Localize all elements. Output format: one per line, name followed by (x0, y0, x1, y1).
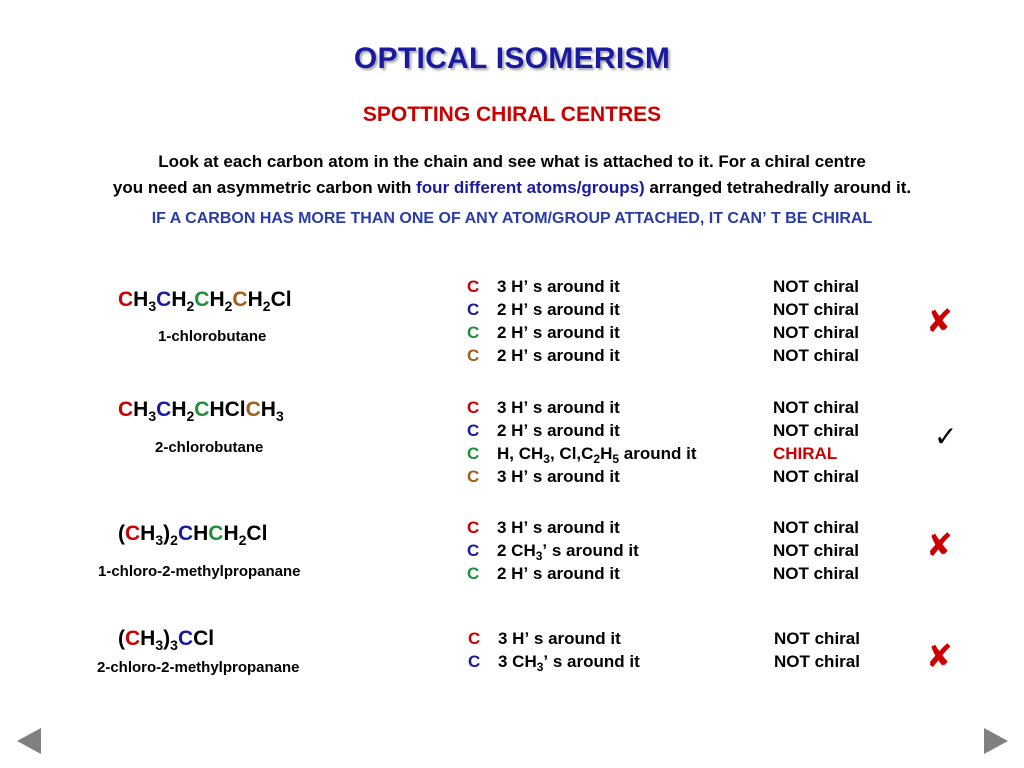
text-fragment: C (468, 652, 481, 671)
text-fragment: 3 (155, 637, 164, 653)
text-fragment: C (467, 518, 480, 537)
intro-highlight: four different atoms/groups) (416, 178, 645, 197)
text-fragment: H (260, 398, 276, 421)
text-fragment: C (467, 277, 480, 296)
previous-slide-button[interactable] (17, 728, 41, 754)
intro-line-2-start: you need an asymmetric carbon with (112, 178, 417, 197)
text-fragment: ) (163, 522, 171, 545)
text-fragment: H (171, 288, 187, 311)
text-fragment: 5 (612, 452, 620, 466)
text-fragment: C (467, 300, 480, 319)
text-fragment: C (156, 288, 172, 311)
cross-icon: ✘ (926, 302, 953, 340)
text-fragment: 2 (593, 452, 601, 466)
text-fragment: NOT chiral (773, 323, 859, 342)
text-fragment: C (467, 444, 480, 463)
text-fragment: around it (619, 444, 697, 463)
text-fragment: C (118, 288, 134, 311)
page-subtitle: SPOTTING CHIRAL CENTRES (362, 103, 662, 126)
text-fragment: 3 (170, 637, 178, 653)
text-fragment: H (600, 444, 613, 463)
text-fragment: H (133, 398, 149, 421)
compound-name-2: 2-chlorobutane (155, 439, 264, 456)
text-fragment: NOT chiral (774, 652, 860, 671)
text-fragment: H (133, 288, 149, 311)
text-fragment: 3 CH (498, 652, 537, 671)
text-fragment: C (208, 522, 224, 545)
text-fragment: C (467, 564, 480, 583)
text-fragment: C (194, 398, 210, 421)
text-fragment: 2 CH (497, 541, 536, 560)
text-fragment: 3 (536, 660, 544, 674)
text-fragment: 2 Hʼ s around it (497, 323, 620, 342)
text-fragment: 3 (535, 549, 543, 563)
text-fragment: NOT chiral (774, 629, 860, 648)
text-fragment: 3 Hʼ s around it (497, 467, 620, 486)
text-fragment: 3 (155, 532, 164, 548)
text-fragment: NOT chiral (773, 398, 859, 417)
text-fragment: ʼ s around it (542, 541, 639, 560)
text-fragment: 2 Hʼ s around it (497, 421, 620, 440)
text-fragment: 3 Hʼ s around it (498, 629, 621, 648)
intro-line-2-end: arranged tetrahedrally around it. (644, 178, 912, 197)
text-fragment: NOT chiral (773, 277, 859, 296)
text-fragment: 3 (148, 298, 157, 314)
text-fragment: 2 (186, 298, 195, 314)
text-fragment: ) (163, 627, 171, 650)
cross-icon: ✘ (926, 637, 953, 675)
text-fragment: 2 Hʼ s around it (497, 346, 620, 365)
text-fragment: C (467, 541, 480, 560)
text-fragment: C (245, 398, 261, 421)
intro-line-1: Look at each carbon atom in the chain and see what is attached to it. For a chiral centre (158, 152, 866, 171)
text-fragment: H (193, 522, 209, 545)
text-fragment: 2 (224, 298, 233, 314)
next-slide-button[interactable] (984, 728, 1008, 754)
text-fragment: H (247, 288, 263, 311)
text-fragment: H, CH (497, 444, 544, 463)
text-fragment: NOT chiral (773, 300, 859, 319)
text-fragment: C (125, 522, 141, 545)
text-fragment: 2 (186, 408, 195, 424)
text-fragment: 3 (148, 408, 157, 424)
text-fragment: 3 Hʼ s around it (497, 398, 620, 417)
text-fragment: H (209, 288, 225, 311)
text-fragment: Cl (193, 627, 215, 650)
text-fragment: H (223, 522, 239, 545)
text-fragment: NOT chiral (773, 564, 859, 583)
text-fragment: C (118, 398, 134, 421)
text-fragment: Cl (246, 522, 268, 545)
text-fragment: NOT chiral (773, 467, 859, 486)
text-fragment: C (177, 627, 194, 650)
text-fragment: Cl (270, 288, 292, 311)
text-fragment: H (171, 398, 187, 421)
text-fragment: C (467, 346, 480, 365)
compound-name-3: 1-chloro-2-methylpropanane (98, 563, 301, 580)
text-fragment: C (194, 288, 210, 311)
text-fragment: NOT chiral (773, 518, 859, 537)
text-fragment: 3 Hʼ s around it (497, 518, 620, 537)
text-fragment: H (140, 627, 156, 650)
formula-1-chlorobutane (118, 288, 292, 312)
text-fragment: 3 (275, 408, 284, 424)
text-fragment: H (140, 522, 156, 545)
text-fragment: 2 (170, 532, 178, 548)
text-fragment: ʼ s around it (543, 652, 640, 671)
formula-2-chlorobutane (118, 398, 284, 422)
text-fragment: NOT chiral (773, 346, 859, 365)
intro-line-2 (0, 178, 1024, 198)
text-fragment: 3 Hʼ s around it (497, 277, 620, 296)
text-fragment: C (467, 421, 480, 440)
formula-1-chloro-2-methylpropanane (118, 522, 267, 546)
cross-icon: ✘ (926, 526, 953, 564)
compound-name-4: 2-chloro-2-methylpropanane (97, 659, 300, 676)
text-fragment: 2 Hʼ s around it (497, 564, 620, 583)
text-fragment: C (467, 323, 480, 342)
text-fragment: , Cl,C (549, 444, 594, 463)
text-fragment: ( (118, 627, 125, 650)
page-title: OPTICAL ISOMERISM (353, 42, 671, 75)
text-fragment: 3 (543, 452, 550, 466)
text-fragment: ( (118, 522, 125, 545)
formula-2-chloro-2-methylpropanane (118, 627, 214, 651)
warning-statement: IF A CARBON HAS MORE THAN ONE OF ANY ATOM/GROUP ATTACHED, IT CANʼ T BE CHIRAL (151, 210, 873, 227)
text-fragment: NOT chiral (773, 421, 859, 440)
text-fragment: CHIRAL (773, 444, 838, 463)
text-fragment: C (467, 398, 480, 417)
check-icon: ✓ (934, 420, 958, 453)
compound-name-1: 1-chlorobutane (158, 328, 267, 345)
text-fragment: C (125, 627, 141, 650)
text-fragment: C (232, 288, 248, 311)
text-fragment: NOT chiral (773, 541, 859, 560)
text-fragment: C (468, 629, 481, 648)
text-fragment: C (156, 398, 172, 421)
text-fragment: HCl (209, 398, 246, 421)
text-fragment: 2 Hʼ s around it (497, 300, 620, 319)
text-fragment: 2 (262, 298, 271, 314)
text-fragment: C (467, 467, 480, 486)
text-fragment: 2 (238, 532, 247, 548)
text-fragment: C (177, 522, 194, 545)
